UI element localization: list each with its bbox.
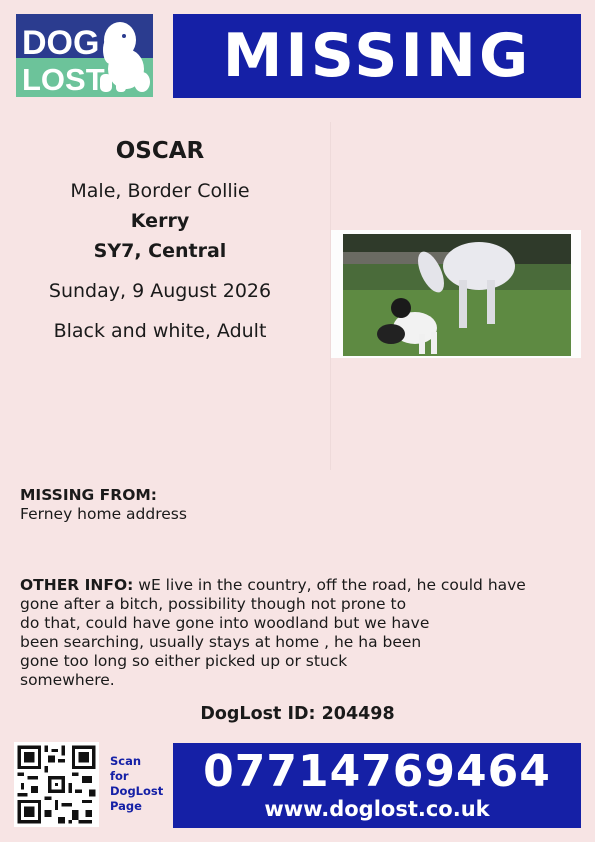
missing-from-label: MISSING FROM: <box>20 486 158 504</box>
other-info-text: wE live in the country, off the road, he could have gone after a bitch, possibility though not prone to do that, could have gone into woodland but we have been searching, usually stays at home , he ha been gone too long so either picked up or stuck somewhere. <box>20 576 526 689</box>
missing-from-value: Ferney home address <box>20 505 187 523</box>
phone-number[interactable]: 07714769464 <box>203 746 551 797</box>
dog-sex-breed: Male, Border Collie <box>70 180 250 202</box>
qr-code[interactable] <box>14 742 99 827</box>
scan-line-3: DogLost <box>110 784 164 798</box>
missing-banner <box>173 14 581 98</box>
website-link[interactable]: www.doglost.co.uk <box>264 797 490 821</box>
scan-line-1: Scan <box>110 754 142 768</box>
doglost-logo <box>16 14 153 97</box>
other-info-section <box>20 576 560 690</box>
scan-line-2: for <box>110 769 129 783</box>
dog-details <box>0 136 320 346</box>
scan-caption <box>110 754 172 814</box>
dog-missing-date: Sunday, 9 August 2026 <box>48 280 272 302</box>
logo-line2: LOST <box>22 62 105 97</box>
dog-postcode: SY7, Central <box>93 240 227 262</box>
other-info-label: OTHER INFO: <box>20 576 134 594</box>
dog-area: Kerry <box>130 210 190 232</box>
logo-line1: DOG <box>22 24 100 62</box>
dog-photo <box>331 230 581 358</box>
doglost-id: DogLost ID: 204498 <box>200 704 395 724</box>
missing-from-section <box>20 486 187 524</box>
missing-title: MISSING <box>222 21 532 91</box>
dog-name: OSCAR <box>115 138 205 164</box>
scan-line-4: Page <box>110 799 142 813</box>
contact-panel <box>173 743 581 828</box>
dog-color-age: Black and white, Adult <box>53 320 267 342</box>
